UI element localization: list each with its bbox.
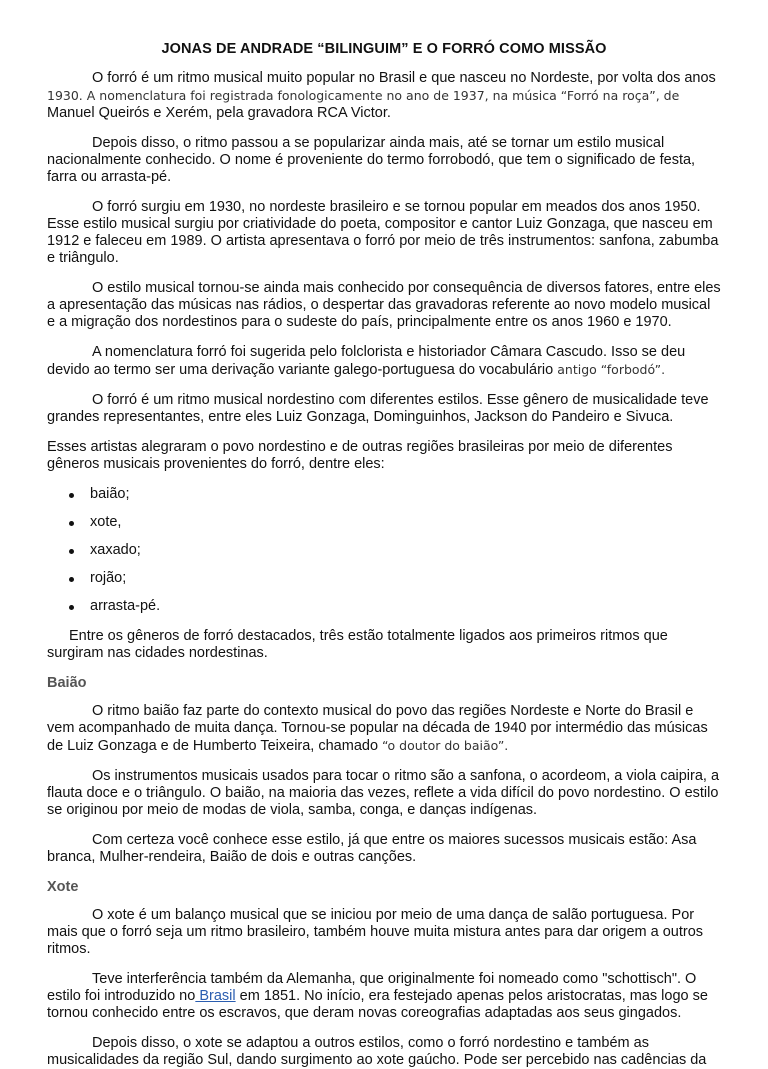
paragraph-representatives: O forró é um ritmo musical nordestino com diferentes estilos. Esse gênero de musicalidade teve grandes representantes, entre eles Luiz Gonzaga, Dominguinhos, Jackson do Pandeiro e Sivuca. [47,392,709,425]
paragraph-nomenclature-text-b: antigo “forbodó”. [557,362,666,377]
paragraph-popularization: Depois disso, o ritmo passou a se popularizar ainda mais, até se tornar um estilo musical nacionalmente conhecido. O nome é proveniente do termo forrobodó, que tem o significado de festa, farra ou arrasta-pé. [47,135,696,185]
paragraph-nomenclature [47,344,721,379]
paragraph-baiao-context-text-a: O ritmo baião faz parte do contexto musical do povo das regiões Nordeste e Norte do Brasil e vem acompanhado de muita dança. Tornou-se popular na década de 1940 por intermédio das músicas de Luiz Gonzaga e de Humberto Teixeira, chamado [47,703,708,754]
paragraph-origin: O forró surgiu em 1930, no nordeste brasileiro e se tornou popular em meados dos anos 1950. Esse estilo musical surgiu por criatividade do poeta, compositor e cantor Luiz Gonzaga, que nasceu em 1912 e faleceu em 1989. O artista apresentava o forró por meio de três instrumentos: sanfona, zabumba e triângulo. [47,199,719,266]
bullet-icon [69,521,74,526]
list-item-label: rojão; [90,570,127,586]
paragraph-xote-germany-text-a: Teve interferência também da Alemanha, que originalmente foi nomeado como "schottisch". O estilo foi introduzido no [47,971,697,1004]
list-item-label: xote, [90,514,122,530]
paragraph-genres-intro: Esses artistas alegraram o povo nordestino e de outras regiões brasileiras por meio de diferentes gêneros musicais provenientes do forró, dentre eles: [47,439,673,472]
list-item-label: xaxado; [90,542,141,558]
paragraph-xote-adaptation: Depois disso, o xote se adaptou a outros estilos, como o forró nordestino e também as musicalidades da região Sul, dando surgimento ao xote gaúcho. Pode ser percebido nas cadências da [47,1035,707,1068]
bullet-icon [69,549,74,554]
list-item-label: baião; [90,486,130,502]
list-item-label: arrasta-pé. [90,598,161,614]
paragraph-genres-summary: Entre os gêneros de forró destacados, três estão totalmente ligados aos primeiros ritmos que surgiram nas cidades nordestinas. [47,628,668,661]
paragraph-xote-germany [47,971,721,1022]
paragraph-nomenclature-text-a: A nomenclatura forró foi sugerida pelo folclorista e historiador Câmara Cascudo. Isso se deu devido ao termo ser uma derivação variante galego-portuguesa do vocabulário [47,344,686,378]
paragraph-baiao-instruments: Os instrumentos musicais usados para tocar o ritmo são a sanfona, o acordeom, a viola caipira, a flauta doce e o triângulo. O baião, na maioria das vezes, reflete a vida difícil do povo nordestino. O estilo se originou por meio de modas de viola, samba, conga, e danças indígenas. [47,768,720,818]
list-item [90,570,721,587]
paragraph-spread: O estilo musical tornou-se ainda mais conhecido por consequência de diversos fatores, entre eles a apresentação das músicas nas rádios, o despertar das gravadoras referente ao novo modelo musical e a migração dos nordestinos para o sudeste do país, principalmente entre os anos 1960 e 1970. [47,280,721,330]
paragraph-xote-germany-text-b: em 1851. No início, era festejado apenas pelos aristocratas, mas logo se tornou conhecido entre os escravos, que deram novas coreografias adaptadas aos seus gingados. [47,988,708,1021]
paragraph-intro [47,70,721,122]
list-item [90,542,721,559]
section-heading-xote: Xote [47,879,79,895]
list-item [90,514,721,531]
page-title: JONAS DE ANDRADE “BILINGUIM” E O FORRÓ COMO MISSÃO [161,41,607,57]
paragraph-intro-text-c: Manuel Queirós e Xerém, pela gravadora RCA Victor. [47,105,391,121]
paragraph-xote-origin: O xote é um balanço musical que se iniciou por meio de uma dança de salão portuguesa. Por mais que o forró seja um ritmo brasileiro, também houve muita mistura antes para dar origem a outros ritmos. [47,907,704,957]
brasil-link[interactable]: Brasil [195,988,236,1004]
list-item [90,486,721,503]
bullet-icon [69,493,74,498]
list-item [90,598,721,615]
bullet-icon [69,577,74,582]
section-heading-baiao: Baião [47,675,87,691]
paragraph-baiao-context [47,703,721,755]
paragraph-intro-text-b: 1930. A nomenclatura foi registrada fonologicamente no ano de 1937, na música “Forró na roça”, de [47,88,680,103]
genre-list [47,486,721,615]
bullet-icon [69,605,74,610]
paragraph-baiao-context-text-b: “o doutor do baião”. [378,738,509,753]
paragraph-baiao-hits: Com certeza você conhece esse estilo, já que entre os maiores sucessos musicais estão: Asa branca, Mulher-rendeira, Baião de dois e outras canções. [47,832,697,865]
paragraph-intro-text-a: O forró é um ritmo musical muito popular no Brasil e que nasceu no Nordeste, por volta dos anos [92,70,716,86]
